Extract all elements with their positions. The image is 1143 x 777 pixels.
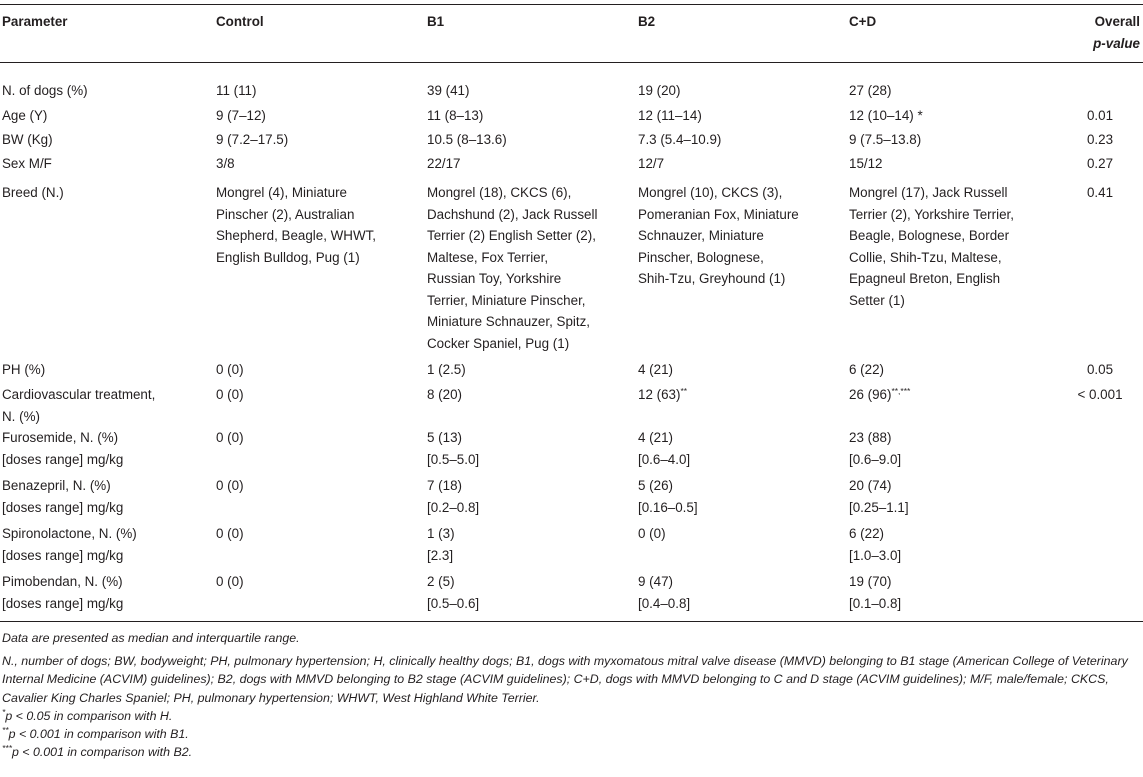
cell-line: 12 (63) (638, 387, 681, 402)
cell-b2 (638, 523, 666, 545)
cell-line: 9 (7–12) (216, 108, 266, 123)
cell-b1 (427, 129, 507, 151)
cell-line: [0.6–4.0] (638, 451, 691, 467)
cell-line: N. (%) (2, 408, 40, 424)
cell-line: 4 (21) (638, 430, 673, 445)
cell-line: 1 (2.5) (427, 362, 466, 377)
cell-line: 26 (96) (849, 387, 892, 402)
footnote-significance-h (2, 707, 1141, 725)
cell-line: 11 (11) (216, 83, 257, 98)
cell-cd (849, 80, 891, 102)
cell-line: 19 (70) (849, 574, 892, 589)
cell-line: 6 (22) (849, 526, 884, 541)
cell-line: Maltese, Fox Terrier, (427, 249, 549, 265)
cell-line: 5 (13) (427, 430, 462, 445)
cell-line: PH (%) (2, 362, 46, 377)
cell-line: BW (Kg) (2, 132, 53, 147)
cell-param (2, 475, 123, 518)
cell-b1 (427, 571, 479, 614)
cell-line: 9 (7.2–17.5) (216, 132, 289, 147)
cell-line: 27 (28) (849, 83, 892, 98)
cell-line: Beagle, Bolognese, Border (849, 228, 1010, 243)
header-overall-label: Overall (1094, 14, 1140, 29)
cell-b2 (638, 571, 690, 614)
cell-line: 15/12 (849, 156, 883, 171)
cell-cd (849, 129, 921, 151)
cell-b1 (427, 80, 469, 102)
cell-line: [0.1–0.8] (849, 595, 902, 611)
cell-b2 (638, 475, 698, 518)
cell-line: 0 (0) (638, 526, 666, 541)
cell-control (216, 105, 266, 127)
footnote-significance-b1 (2, 725, 1141, 743)
cell-param (2, 359, 45, 381)
cell-line: [doses range] mg/kg (2, 547, 124, 563)
header-b2: B2 (638, 14, 656, 29)
cell-p-value: 0.01 (1086, 108, 1114, 123)
cell-line: 0 (0) (216, 526, 244, 541)
cell-line: [2.3] (427, 547, 454, 563)
cell-line: [doses range] mg/kg (2, 451, 124, 467)
cell-line: Epagneul Breton, English (849, 271, 1001, 286)
cell-line: 23 (88) (849, 430, 892, 445)
table-bottom-rule (0, 621, 1143, 622)
cell-line: [0.4–0.8] (638, 595, 691, 611)
cell-line: [doses range] mg/kg (2, 499, 124, 515)
cell-cd (849, 523, 901, 566)
cell-p-value: 0.41 (1086, 185, 1114, 200)
cell-line: Shepherd, Beagle, WHWT, (216, 228, 377, 243)
cell-line: [1.0–3.0] (849, 547, 902, 563)
header-b1: B1 (427, 14, 445, 29)
cell-b1 (427, 523, 455, 566)
cell-line: Spironolactone, N. (%) (2, 526, 137, 541)
footnote-text-1: p < 0.05 in comparison with H. (5, 708, 173, 723)
cell-line: N. of dogs (%) (2, 83, 88, 98)
cell-param (2, 571, 123, 614)
cell-line: Setter (1) (849, 292, 905, 308)
cell-line: Terrier (2) English Setter (2), (427, 228, 596, 243)
cell-line: Mongrel (17), Jack Russell (849, 185, 1008, 200)
cell-line: 7 (18) (427, 478, 462, 493)
footnote-data-note: Data are presented as median and interquartile range. (2, 631, 300, 645)
cell-control (216, 523, 244, 545)
cell-param (2, 427, 123, 470)
cell-line: Russian Toy, Yorkshire (427, 271, 562, 286)
cell-param (2, 523, 137, 566)
cell-cd (849, 571, 901, 614)
cell-line: 9 (7.5–13.8) (849, 132, 922, 147)
cell-line: 20 (74) (849, 478, 892, 493)
cell-line: English Bulldog, Pug (1) (216, 249, 360, 265)
cell-line: [0.25–1.1] (849, 499, 909, 515)
cell-line: 19 (20) (638, 83, 681, 98)
cell-line: 9 (47) (638, 574, 673, 589)
cell-line: 0 (0) (216, 478, 244, 493)
cell-line: 6 (22) (849, 362, 884, 377)
header-overall-p-value (1060, 11, 1140, 54)
cell-control (216, 571, 244, 593)
cell-line: Pinscher (2), Australian (216, 206, 355, 222)
cell-b2 (638, 359, 673, 381)
cell-line: Dachshund (2), Jack Russell (427, 206, 598, 222)
cell-control (216, 427, 244, 449)
cell-b1 (427, 153, 461, 175)
cell-line: 39 (41) (427, 83, 470, 98)
cell-line: Cocker Spaniel, Pug (1) (427, 335, 570, 351)
cell-line: Sex M/F (2, 156, 52, 171)
footnote-text-2: p < 0.001 in comparison with B1. (8, 727, 189, 742)
cell-line: Age (Y) (2, 108, 48, 123)
cell-line: 0 (0) (216, 574, 244, 589)
cell-b1 (427, 359, 466, 381)
cell-b2 (638, 80, 680, 102)
cell-line: 3/8 (216, 156, 235, 171)
header-cd: C+D (849, 14, 877, 29)
cell-p-value: < 0.001 (1077, 387, 1123, 402)
cell-param (2, 105, 47, 127)
cell-b2 (638, 153, 664, 175)
cell-control (216, 129, 288, 151)
table-header-rule (0, 62, 1143, 63)
cell-line: Schnauzer, Miniature (638, 228, 764, 243)
cell-b1 (427, 182, 597, 354)
cell-p-value: 0.05 (1086, 362, 1114, 377)
cell-line: 0 (0) (216, 387, 244, 402)
cell-control (216, 359, 244, 381)
cell-line: Mongrel (18), CKCS (6), (427, 185, 572, 200)
cell-line: 4 (21) (638, 362, 673, 377)
header-p-value-label: p-value (1093, 35, 1140, 51)
cell-b2 (638, 105, 702, 127)
cell-line: 10.5 (8–13.6) (427, 132, 507, 147)
footnote-significance-b2 (2, 743, 1141, 761)
cell-cd (849, 153, 883, 175)
cell-line: Terrier, Miniature Pinscher, (427, 292, 586, 308)
cell-line: Benazepril, N. (%) (2, 478, 111, 493)
footnote-text-3: p < 0.001 in comparison with B2. (11, 745, 193, 760)
cell-line: 5 (26) (638, 478, 673, 493)
cell-line: [0.5–5.0] (427, 451, 480, 467)
cell-b2 (638, 129, 721, 151)
cell-param (2, 129, 53, 151)
cell-line: Furosemide, N. (%) (2, 430, 119, 445)
cell-b2 (638, 182, 799, 290)
header-parameter: Parameter (2, 14, 68, 29)
significance-mark: ** (680, 386, 688, 396)
cell-line: Terrier (2), Yorkshire Terrier, (849, 206, 1014, 222)
cell-control (216, 475, 244, 497)
footnote-mark-2: ** (2, 725, 9, 736)
cell-line: 0 (0) (216, 430, 244, 445)
cell-line: 12/7 (638, 156, 665, 171)
cell-line: Mongrel (4), Miniature (216, 185, 347, 200)
cell-line: [0.6–9.0] (849, 451, 902, 467)
cell-b1 (427, 475, 479, 518)
footnote-mark-1: * (2, 706, 6, 717)
table-top-rule (0, 4, 1143, 5)
cell-line: Pomeranian Fox, Miniature (638, 206, 799, 222)
cell-cd (849, 384, 910, 406)
cell-control (216, 153, 235, 175)
cell-cd (849, 475, 909, 518)
significance-mark: **,*** (891, 386, 911, 396)
cell-line: 11 (8–13) (427, 108, 484, 123)
cell-b1 (427, 105, 483, 127)
table-footnotes (2, 629, 1141, 761)
cell-line: [0.5–0.6] (427, 595, 480, 611)
cell-param (2, 80, 88, 102)
cell-param (2, 182, 64, 204)
cell-line: 12 (11–14) (638, 108, 702, 123)
cell-control (216, 384, 244, 406)
cell-line: [doses range] mg/kg (2, 595, 124, 611)
cell-line: Pinscher, Bolognese, (638, 249, 764, 265)
cell-line: 8 (20) (427, 387, 462, 402)
cell-control (216, 80, 256, 102)
cell-line: [0.2–0.8] (427, 499, 480, 515)
cell-line: 0 (0) (216, 362, 244, 377)
cell-line: Shih-Tzu, Greyhound (1) (638, 271, 786, 286)
header-control: Control (216, 14, 264, 29)
footnote-mark-3: *** (2, 743, 12, 754)
cell-b2 (638, 384, 687, 406)
cell-line: Miniature Schnauzer, Spitz, (427, 314, 591, 329)
cell-cd (849, 427, 901, 470)
cell-b2 (638, 427, 690, 470)
cell-cd (849, 359, 884, 381)
cell-line: Collie, Shih-Tzu, Maltese, (849, 249, 1002, 265)
cell-b1 (427, 427, 479, 470)
cell-p-value: 0.27 (1086, 156, 1114, 171)
cell-line: Mongrel (10), CKCS (3), (638, 185, 783, 200)
cell-param (2, 153, 52, 175)
cell-control (216, 182, 376, 268)
cell-cd (849, 105, 923, 127)
cell-line: Breed (N.) (2, 185, 64, 200)
cell-line: Cardiovascular treatment, (2, 387, 156, 402)
cell-line: 1 (3) (427, 526, 455, 541)
cell-b1 (427, 384, 462, 406)
cell-cd (849, 182, 1014, 311)
cell-p-value: 0.23 (1086, 132, 1114, 147)
cell-line: Pimobendan, N. (%) (2, 574, 123, 589)
cell-line: 2 (5) (427, 574, 455, 589)
cell-line: 7.3 (5.4–10.9) (638, 132, 722, 147)
cell-line: 22/17 (427, 156, 461, 171)
cell-param (2, 384, 155, 427)
footnote-abbreviations: N., number of dogs; BW, bodyweight; PH, pulmonary hypertension; H, clinically healthy dogs; B1, dogs with myxomatous mitral valve disease (MMVD) belonging to B1 stage (American College of Veterinary Internal Medicine (ACVIM) guidelines); B2, dogs with MMVD belonging to B2 stage (ACVIM guidelines); C+D, dogs with MMVD belonging to C and D stage (ACVIM guidelines); M/F, male/female; CKCS, Cavalier King Charles Spaniel; PH, pulmonary hypertension; WHWT, West Highland White Terrier. (2, 654, 1128, 705)
cell-line: [0.16–0.5] (638, 499, 698, 515)
cell-line: 12 (10–14) * (849, 108, 923, 123)
